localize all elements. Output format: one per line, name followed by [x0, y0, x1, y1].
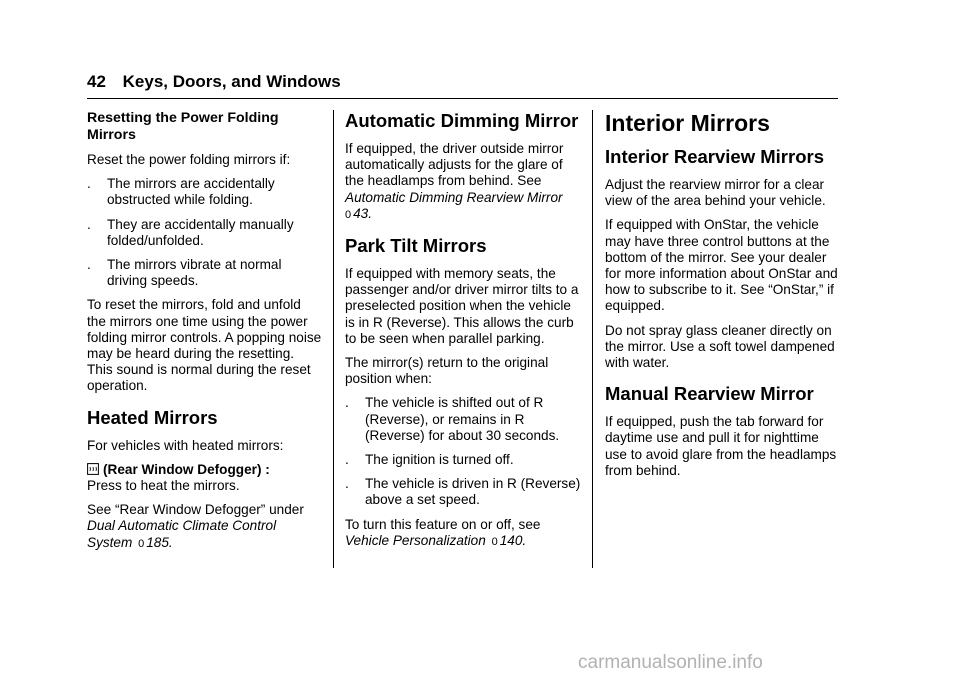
column-divider-1 [333, 110, 334, 568]
park-tilt-body: If equipped with memory seats, the passenger and/or driver mirror tilts to a preselected position when the vehicle is in R (Reverse). This allows the curb to be seen when parallel parking. [345, 266, 579, 346]
heading-resetting-mirrors: Resetting the Power Folding Mirrors [87, 110, 279, 143]
see-also-text: See “Rear Window Defogger” under [87, 502, 304, 518]
page-ref-icon: 0 [138, 537, 145, 550]
bullet-text: The ignition is turned off. [365, 452, 514, 468]
auto-dimming-text [345, 141, 581, 223]
see-also-link[interactable]: Dual Automatic Climate Control System [87, 518, 277, 550]
heading-automatic-dimming: Automatic Dimming Mirror [345, 110, 579, 131]
heading-interior-rearview: Interior Rearview Mirrors [605, 146, 824, 167]
personalization-text [345, 517, 581, 550]
auto-dimming-link[interactable]: Automatic Dimming Rearview Mirror [345, 189, 563, 205]
watermark: carmanualsonline.info [578, 652, 763, 673]
rearview-p3: Do not spray glass cleaner directly on the mirror. Use a soft towel dampened with water. [605, 322, 835, 371]
defogger-see-also [87, 502, 323, 552]
rearview-p2: If equipped with OnStar, the vehicle may have three control buttons at the bottom of the mirror. See your dealer for more information about OnStar and how to subscribe to it. See “OnStar,” if equipped. [605, 217, 838, 314]
personalization-link[interactable]: Vehicle Personalization [345, 532, 486, 548]
heading-manual-rearview: Manual Rearview Mirror [605, 383, 814, 405]
bullet-item [345, 476, 581, 508]
reset-intro: Reset the power folding mirrors if: [87, 152, 291, 167]
bullet-text: The vehicle is driven in R (Reverse) above a set speed. [365, 476, 581, 508]
defogger-label: (Rear Window Defogger) : [103, 461, 270, 477]
heading-heated-mirrors: Heated Mirrors [87, 406, 218, 428]
bullet-marker: . [345, 476, 349, 492]
see-also-page: 185. [146, 534, 173, 550]
bullet-text: The vehicle is shifted out of R (Reverse), or remains in R (Reverse) for about 30 seconds. [365, 395, 560, 443]
column-2 [345, 110, 581, 558]
heated-intro: For vehicles with heated mirrors: [87, 437, 284, 453]
bullet-item [345, 395, 581, 444]
page-header [87, 72, 341, 92]
page-ref-icon: 0 [491, 535, 498, 548]
bullet-item [87, 217, 323, 249]
auto-dimming-page: 43. [353, 205, 373, 221]
bullet-item [87, 257, 323, 289]
heading-park-tilt: Park Tilt Mirrors [345, 235, 487, 257]
bullet-text: The mirrors are accidentally obstructed while folding. [107, 176, 275, 208]
bullet-text: They are accidentally manually folded/unfolded. [107, 216, 294, 248]
bullet-marker: . [87, 257, 91, 273]
defogger-entry [87, 462, 323, 494]
bullet-marker: . [345, 395, 349, 411]
auto-dimming-body: If equipped, the driver outside mirror automatically adjusts for the glare of the headlamps from behind. See [345, 141, 564, 189]
defogger-text: Press to heat the mirrors. [87, 478, 240, 494]
bullet-marker: . [87, 216, 91, 232]
page-number: 42 [87, 72, 106, 91]
bullet-marker: . [87, 176, 91, 192]
bullet-item [87, 176, 323, 208]
personalization-body: To turn this feature on or off, see [345, 516, 541, 532]
column-1 [87, 110, 323, 560]
bullet-marker: . [345, 452, 349, 468]
bullet-item [345, 452, 581, 468]
column-divider-2 [592, 110, 593, 568]
chapter-title: Keys, Doors, and Windows [122, 72, 341, 91]
rearview-p1: Adjust the rearview mirror for a clear view of the area behind your vehicle. [605, 177, 826, 209]
heading-interior-mirrors: Interior Mirrors [605, 110, 770, 136]
personalization-page: 140. [499, 532, 527, 548]
page-ref-icon: 0 [345, 208, 352, 221]
bullet-text: The mirrors vibrate at normal driving speeds. [107, 257, 282, 289]
rear-defogger-icon [87, 463, 99, 475]
reset-body: To reset the mirrors, fold and unfold the mirrors one time using the power folding mirror controls. A popping noise may be heard during the resetting. This sound is normal during the reset operation. [87, 297, 322, 394]
park-tilt-return: The mirror(s) return to the original position when: [345, 355, 549, 387]
column-3 [605, 110, 841, 487]
manual-p1: If equipped, push the tab forward for daytime use and pull it for nighttime use to avoid glare from the headlamps from behind. [605, 414, 837, 478]
header-rule [87, 98, 838, 99]
